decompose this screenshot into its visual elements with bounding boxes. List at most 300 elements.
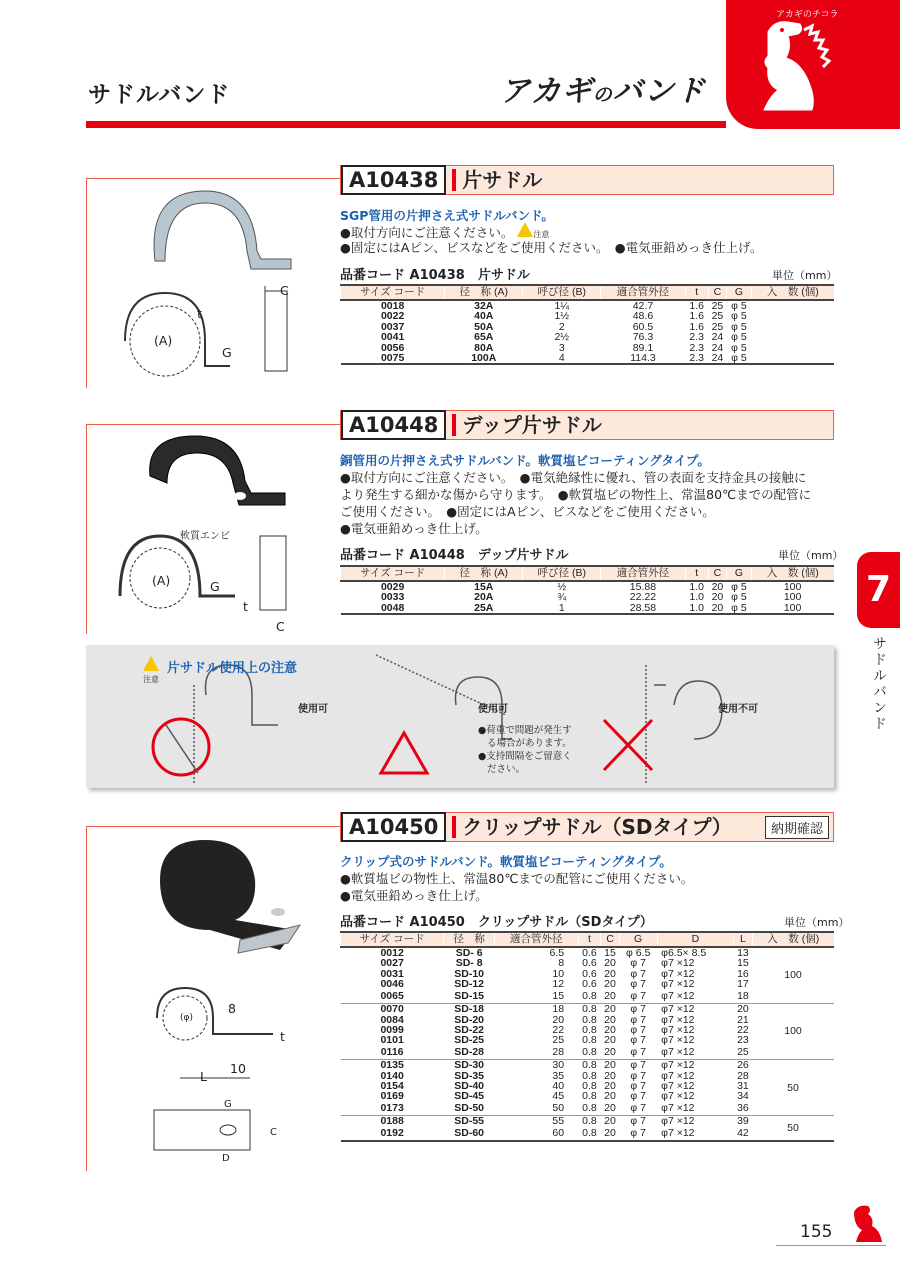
- table-cell: φ 5: [731, 320, 747, 333]
- table-cell: 0056: [380, 341, 405, 354]
- table-cell: 16: [737, 967, 749, 980]
- quantity-cell: 50: [787, 1121, 799, 1134]
- table-cell: 34: [737, 1090, 749, 1103]
- table-cell: 0.8: [582, 1034, 597, 1047]
- product-code: A10438: [341, 165, 446, 195]
- table-cell: 2.3: [689, 331, 704, 344]
- table-cell: 0018: [380, 300, 405, 312]
- table-cell: ¾: [557, 591, 567, 604]
- row-group: [341, 1060, 835, 1116]
- table-cell: φ7 ×12: [661, 1034, 695, 1047]
- table-cell: 20: [552, 1013, 565, 1026]
- product-name: 片サドル: [452, 169, 542, 191]
- column-header: 入 数 (個): [751, 285, 834, 300]
- caution-title: 片サドル使用上の注意: [167, 661, 298, 676]
- product-code: A10450: [341, 812, 446, 842]
- table-cell: 0027: [380, 957, 404, 970]
- table-cell: 25: [711, 300, 724, 312]
- dim-G-label: G: [224, 1099, 232, 1110]
- table-cell: SD-18: [454, 1003, 484, 1016]
- usage-ok-label: 使用可: [478, 704, 508, 715]
- table-cell: φ7 ×12: [661, 1013, 695, 1026]
- table-cell: φ 7: [630, 1046, 646, 1059]
- table-cell: SD-50: [454, 1102, 484, 1115]
- usage-ng-label: 使用不可: [718, 704, 758, 715]
- table-cell: [751, 311, 834, 321]
- brand-title: アカギのバンド: [500, 74, 706, 109]
- table-cell: 0046: [380, 978, 404, 991]
- table-cell: 20: [604, 957, 616, 970]
- table-cell: φ 7: [630, 1115, 646, 1128]
- table-cell: φ6.5× 8.5: [661, 947, 707, 959]
- table-cell: 21: [737, 1013, 749, 1026]
- feature-line: ●電気亜鉛めっき仕上げ。: [340, 888, 488, 903]
- dim-C-label: C: [270, 1127, 277, 1138]
- table-cell: 25: [711, 320, 724, 333]
- table-cell: SD-22: [454, 1023, 484, 1036]
- table-cell: φ 5: [731, 331, 747, 344]
- table-cell: 100A: [471, 352, 497, 365]
- table-cell: 0.8: [582, 1127, 597, 1140]
- table-cell: φ7 ×12: [661, 967, 695, 980]
- table-cell: φ 7: [630, 978, 646, 991]
- table-cell: 20: [711, 581, 724, 593]
- table-cell: φ 7: [630, 1023, 646, 1036]
- row-group: [341, 1116, 835, 1141]
- table-cell: 1.6: [689, 320, 704, 333]
- table-cell: 15.88: [629, 581, 657, 593]
- table-cell: 20: [604, 978, 616, 991]
- table-cell: 100: [783, 601, 802, 614]
- table-cell: 25: [737, 1046, 749, 1059]
- table-cell: φ7 ×12: [661, 1023, 695, 1036]
- table-cell: 100: [783, 591, 802, 604]
- product-name: クリップサドル（SDタイプ）: [452, 816, 731, 838]
- quantity-cell: 100: [784, 969, 802, 982]
- table-cell: 60: [552, 1127, 565, 1140]
- table-cell: 0.6: [582, 957, 597, 970]
- table-cell: 15A: [474, 581, 494, 593]
- table-cell: 0173: [380, 1102, 404, 1115]
- table-cell: φ 7: [630, 990, 646, 1003]
- column-header: 径 称 (A): [445, 285, 523, 300]
- product-description: クリップ式のサドルバンド。軟質塩ビコーティングタイプ。: [340, 854, 672, 869]
- table-row: [341, 311, 835, 321]
- table-cell: 50: [552, 1102, 565, 1115]
- table-cell: 23: [737, 1034, 749, 1047]
- column-header: G: [619, 932, 657, 947]
- table-cell: 0022: [380, 310, 405, 323]
- table-cell: 65A: [474, 331, 494, 344]
- table-cell: 24: [711, 341, 724, 354]
- feature-line: ●軟質塩ビの物性上、常温80℃までの配管にご使用ください。: [340, 871, 694, 886]
- table-cell: φ7 ×12: [661, 1046, 695, 1059]
- table-cell: SD-45: [454, 1090, 484, 1103]
- quantity-cell: 50: [787, 1081, 799, 1094]
- table-cell: 20: [604, 1090, 616, 1103]
- table-cell: 36: [737, 1102, 749, 1115]
- column-header: D: [657, 932, 734, 947]
- table-cell: φ 7: [630, 1013, 646, 1026]
- chapter-label: サドルバンド: [871, 636, 887, 732]
- clip-saddle-drawing: [140, 830, 340, 1170]
- column-header: G: [727, 566, 752, 581]
- table-cell: 0099: [380, 1023, 404, 1036]
- table-cell: 28: [737, 1069, 749, 1082]
- table-cell: 40A: [474, 310, 494, 323]
- table-cell: 18: [737, 990, 749, 1003]
- table-row: [341, 592, 835, 602]
- table-cell: φ 7: [630, 1080, 646, 1093]
- table-cell: 114.3: [630, 352, 656, 365]
- caution-tag: 注意: [143, 675, 159, 684]
- table-cell: 0012: [380, 947, 404, 959]
- table-cell: 28: [552, 1046, 565, 1059]
- table-cell: SD-28: [454, 1046, 484, 1059]
- table-cell: 0.6: [582, 978, 597, 991]
- table-cell: φ7 ×12: [661, 1069, 695, 1082]
- product-code-title: 品番コード A10448 デップ片サドル: [340, 548, 569, 563]
- feature-line: ご使用ください。 ●固定にはAピン、ビスなどをご使用ください。: [340, 504, 715, 519]
- table-cell: 80A: [474, 341, 494, 354]
- table-cell: 1.0: [689, 591, 704, 604]
- table-cell: 0.8: [582, 1115, 597, 1128]
- table-cell: φ7 ×12: [661, 1102, 695, 1115]
- spec-table: [340, 931, 834, 1142]
- page-number: 155: [800, 1222, 833, 1242]
- table-cell: 0.8: [582, 1102, 597, 1115]
- table-cell: ½: [557, 581, 567, 593]
- table-cell: 17: [737, 978, 749, 991]
- column-header: 入 数 (個): [751, 566, 834, 581]
- table-cell: SD-60: [454, 1127, 484, 1140]
- table-cell: 0188: [380, 1115, 404, 1128]
- column-header: L: [734, 932, 752, 947]
- table-cell: φ 5: [731, 300, 747, 312]
- column-header: C: [708, 566, 726, 581]
- corner-caption: アカギのチコラ: [776, 10, 839, 20]
- table-cell: 20: [604, 1013, 616, 1026]
- table-cell: [751, 300, 834, 311]
- dim-A-label: (A): [152, 573, 171, 588]
- table-cell: 1½: [554, 310, 570, 323]
- table-cell: SD-15: [454, 990, 484, 1003]
- table-cell: φ7 ×12: [661, 1090, 695, 1103]
- dim-A-label: (A): [154, 333, 173, 348]
- table-cell: 20: [604, 1059, 616, 1072]
- table-cell: 20: [604, 1080, 616, 1093]
- table-cell: 20: [604, 1102, 616, 1115]
- table-cell: 35: [552, 1069, 565, 1082]
- table-cell: 22.22: [629, 591, 657, 604]
- table-cell: 2: [558, 320, 565, 333]
- dim-G-label: G: [222, 345, 232, 360]
- table-cell: 0075: [380, 352, 405, 365]
- table-cell: 20: [737, 1003, 749, 1016]
- table-cell: φ 7: [630, 1090, 646, 1103]
- dim-10-label: 10: [230, 1061, 246, 1076]
- table-cell: 55: [552, 1115, 565, 1128]
- table-cell: 42: [737, 1127, 749, 1140]
- table-cell: 0169: [380, 1090, 404, 1103]
- dim-D-label: D: [222, 1153, 230, 1164]
- table-row: [341, 603, 835, 614]
- section-header: [340, 812, 834, 842]
- table-cell: φ7 ×12: [661, 957, 695, 970]
- table-cell: SD- 6: [455, 947, 483, 959]
- table-cell: 0.6: [582, 967, 597, 980]
- table-cell: 39: [737, 1115, 749, 1128]
- table-cell: φ7 ×12: [661, 978, 695, 991]
- table-cell: 32A: [474, 300, 494, 312]
- dim-8-label: 8: [228, 1001, 236, 1016]
- table-cell: 15: [604, 947, 616, 959]
- table-cell: SD-55: [454, 1115, 484, 1128]
- table-cell: 24: [711, 352, 724, 365]
- table-cell: 0.8: [582, 1069, 597, 1082]
- table-cell: 0031: [380, 967, 404, 980]
- delivery-badge: 納期確認: [765, 816, 829, 839]
- table-cell: SD-30: [454, 1059, 484, 1072]
- table-cell: 20: [604, 1069, 616, 1082]
- column-header: t: [685, 566, 708, 581]
- table-cell: 25: [711, 310, 724, 323]
- dim-G-label: G: [210, 579, 220, 594]
- product-description: 銅管用の片押さえ式サドルバンド。軟質塩ビコーティングタイプ。: [340, 453, 710, 468]
- table-cell: 18: [552, 1003, 565, 1016]
- table-row: [341, 1004, 835, 1015]
- table-cell: φ 6.5: [625, 947, 651, 959]
- table-cell: 20: [604, 1115, 616, 1128]
- column-header: C: [708, 285, 726, 300]
- table-cell: 15: [737, 957, 749, 970]
- spec-table: [340, 565, 834, 615]
- table-cell: 31: [737, 1080, 749, 1093]
- table-cell: 1¼: [554, 300, 570, 312]
- table-row: [341, 322, 835, 332]
- usage-ok-label: 使用可: [298, 704, 328, 715]
- table-cell: 22: [552, 1023, 565, 1036]
- table-cell: 0.8: [582, 1003, 597, 1016]
- table-cell: φ 5: [731, 310, 747, 323]
- table-cell: φ 5: [731, 591, 747, 604]
- table-cell: 0140: [380, 1069, 404, 1082]
- table-cell: 0084: [380, 1013, 404, 1026]
- table-cell: 0.8: [582, 1059, 597, 1072]
- table-cell: 0.8: [582, 1023, 597, 1036]
- table-cell: 0048: [380, 601, 405, 614]
- table-cell: 20: [604, 1046, 616, 1059]
- quantity-cell: 100: [784, 1025, 802, 1038]
- dim-L-label: L: [200, 1069, 207, 1084]
- column-header: 呼び径 (B): [523, 285, 601, 300]
- table-cell: SD-25: [454, 1034, 484, 1047]
- unit-label: 単位（mm）: [784, 916, 850, 929]
- table-cell: 0154: [380, 1080, 404, 1093]
- table-cell: 0.8: [582, 1080, 597, 1093]
- table-cell: 1.0: [689, 581, 704, 593]
- table-cell: 3: [558, 341, 565, 354]
- table-row: [341, 581, 835, 592]
- table-cell: 6.5: [549, 947, 565, 959]
- table-cell: 26: [737, 1059, 749, 1072]
- table-cell: φ7 ×12: [661, 1003, 695, 1016]
- page-title: サドルバンド: [88, 82, 231, 108]
- table-cell: 12: [552, 978, 565, 991]
- table-cell: φ 7: [630, 1069, 646, 1082]
- feature-line: ●電気亜鉛めっき仕上げ。: [340, 521, 488, 536]
- column-header: C: [601, 932, 619, 947]
- table-cell: 0101: [380, 1034, 404, 1047]
- row-group: [341, 947, 835, 1004]
- warning-icon: [517, 222, 533, 237]
- row-group: [341, 1004, 835, 1060]
- table-cell: 1.0: [689, 601, 704, 614]
- dim-t-label: t: [197, 306, 202, 321]
- table-row: [341, 300, 835, 311]
- table-cell: φ 7: [630, 1003, 646, 1016]
- table-cell: 40: [552, 1080, 565, 1093]
- dim-C-label: C: [276, 619, 285, 634]
- table-cell: 0041: [380, 331, 405, 344]
- table-cell: 1.6: [689, 300, 704, 312]
- table-cell: φ 5: [731, 601, 747, 614]
- dim-C-label: C: [280, 283, 289, 298]
- table-cell: φ 5: [731, 341, 747, 354]
- table-cell: 8: [558, 957, 565, 970]
- table-cell: φ7 ×12: [661, 1059, 695, 1072]
- table-cell: 2.3: [689, 352, 704, 365]
- table-cell: 60.5: [632, 320, 654, 333]
- table-cell: 0.6: [582, 947, 597, 959]
- table-cell: φ 7: [630, 1059, 646, 1072]
- column-header: 適合管外径: [601, 285, 685, 300]
- dim-t-label: t: [243, 599, 248, 614]
- table-cell: 0065: [380, 990, 404, 1003]
- column-header: サイズ コード: [341, 932, 444, 947]
- diagram-label: 軟質エンビ: [180, 531, 230, 542]
- table-cell: φ7 ×12: [661, 990, 695, 1003]
- table-cell: 22: [737, 1023, 749, 1036]
- feature-line: ●取付方向にご注意ください。 注意: [340, 222, 549, 243]
- dinosaur-small-icon: [846, 1200, 886, 1250]
- table-cell: 20: [604, 1003, 616, 1016]
- table-cell: [751, 332, 834, 342]
- column-header: サイズ コード: [341, 566, 445, 581]
- table-cell: 0.8: [582, 1090, 597, 1103]
- section-header: [340, 165, 834, 195]
- table-cell: 45: [552, 1090, 565, 1103]
- table-cell: 2½: [554, 331, 570, 344]
- section-header: [340, 410, 834, 440]
- table-cell: 2.3: [689, 341, 704, 354]
- table-cell: 20: [604, 1023, 616, 1036]
- column-header: t: [685, 285, 708, 300]
- table-cell: φ 7: [630, 1102, 646, 1115]
- table-cell: 0033: [380, 591, 405, 604]
- table-cell: 0070: [380, 1003, 404, 1016]
- table-cell: φ 7: [630, 967, 646, 980]
- column-header: 径 称 (A): [445, 566, 523, 581]
- table-cell: 0.8: [582, 1013, 597, 1026]
- chapter-tab[interactable]: 7: [857, 552, 900, 628]
- feature-line: ●取付方向にご注意ください。 ●電気絶縁性に優れ、管の表面を支持金具の接触に: [340, 470, 807, 485]
- column-header: 適合管外径: [601, 566, 685, 581]
- table-cell: [751, 353, 834, 364]
- table-cell: φ 7: [630, 1034, 646, 1047]
- column-header: 適合管外径: [495, 932, 579, 947]
- dim-t-label: t: [280, 1029, 285, 1044]
- table-cell: 0192: [380, 1127, 404, 1140]
- table-cell: 28.58: [629, 601, 657, 614]
- table-cell: 0037: [380, 320, 405, 333]
- table-cell: SD- 8: [455, 957, 483, 970]
- table-cell: 15: [552, 990, 565, 1003]
- header-rule: [86, 121, 726, 128]
- table-cell: 48.6: [632, 310, 654, 323]
- table-cell: 20: [711, 591, 724, 604]
- table-cell: [751, 343, 834, 353]
- column-header: 径 称: [444, 932, 495, 947]
- product-description: SGP管用の片押さえ式サドルバンド。: [340, 208, 554, 223]
- product-name: デップ片サドル: [452, 414, 602, 436]
- table-cell: SD-35: [454, 1069, 484, 1082]
- footer-rule: [776, 1245, 886, 1246]
- table-row: [341, 1116, 835, 1127]
- table-cell: SD-10: [454, 967, 484, 980]
- column-header: 呼び径 (B): [523, 566, 601, 581]
- table-cell: 20: [604, 1127, 616, 1140]
- column-header: t: [578, 932, 601, 947]
- table-cell: 0116: [380, 1046, 404, 1059]
- table-cell: φ7 ×12: [661, 1127, 695, 1140]
- product-code: A10448: [341, 410, 446, 440]
- table-cell: 20: [604, 967, 616, 980]
- table-cell: SD-12: [454, 978, 484, 991]
- table-cell: 50A: [474, 320, 494, 333]
- column-header: G: [727, 285, 752, 300]
- feature-line: ●固定にはAピン、ビスなどをご使用ください。 ●電気亜鉛めっき仕上げ。: [340, 240, 763, 255]
- warning-icon: [143, 656, 159, 675]
- table-cell: 30: [552, 1059, 565, 1072]
- table-row: [341, 343, 835, 353]
- unit-label: 単位（mm）: [778, 549, 844, 562]
- column-header: 入 数 (個): [752, 932, 834, 947]
- table-cell: SD-20: [454, 1013, 484, 1026]
- table-cell: 89.1: [632, 341, 654, 354]
- column-header: サイズ コード: [341, 285, 445, 300]
- table-cell: 25A: [474, 601, 494, 614]
- table-cell: 25: [552, 1034, 565, 1047]
- table-cell: 24: [711, 331, 724, 344]
- caution-note: ●荷重で問題が発生す る場合があります。 ●支持間隔をご留意く ださい。: [478, 725, 572, 775]
- table-cell: SD-40: [454, 1080, 484, 1093]
- table-cell: 20: [711, 601, 724, 614]
- table-row: [341, 353, 835, 364]
- product-code-title: 品番コード A10450 クリップサドル（SDタイプ）: [340, 915, 653, 930]
- product-code-title: 品番コード A10438 片サドル: [340, 268, 530, 283]
- table-cell: φ 5: [731, 352, 747, 365]
- table-cell: 20A: [474, 591, 494, 604]
- table-cell: [751, 322, 834, 332]
- table-row: [341, 332, 835, 342]
- table-cell: 100: [783, 581, 802, 593]
- table-cell: 1.6: [689, 310, 704, 323]
- table-cell: 20: [604, 1034, 616, 1047]
- dim-phi-label: (φ): [180, 1013, 193, 1023]
- table-cell: 4: [558, 352, 565, 365]
- table-cell: φ7 ×12: [661, 1080, 695, 1093]
